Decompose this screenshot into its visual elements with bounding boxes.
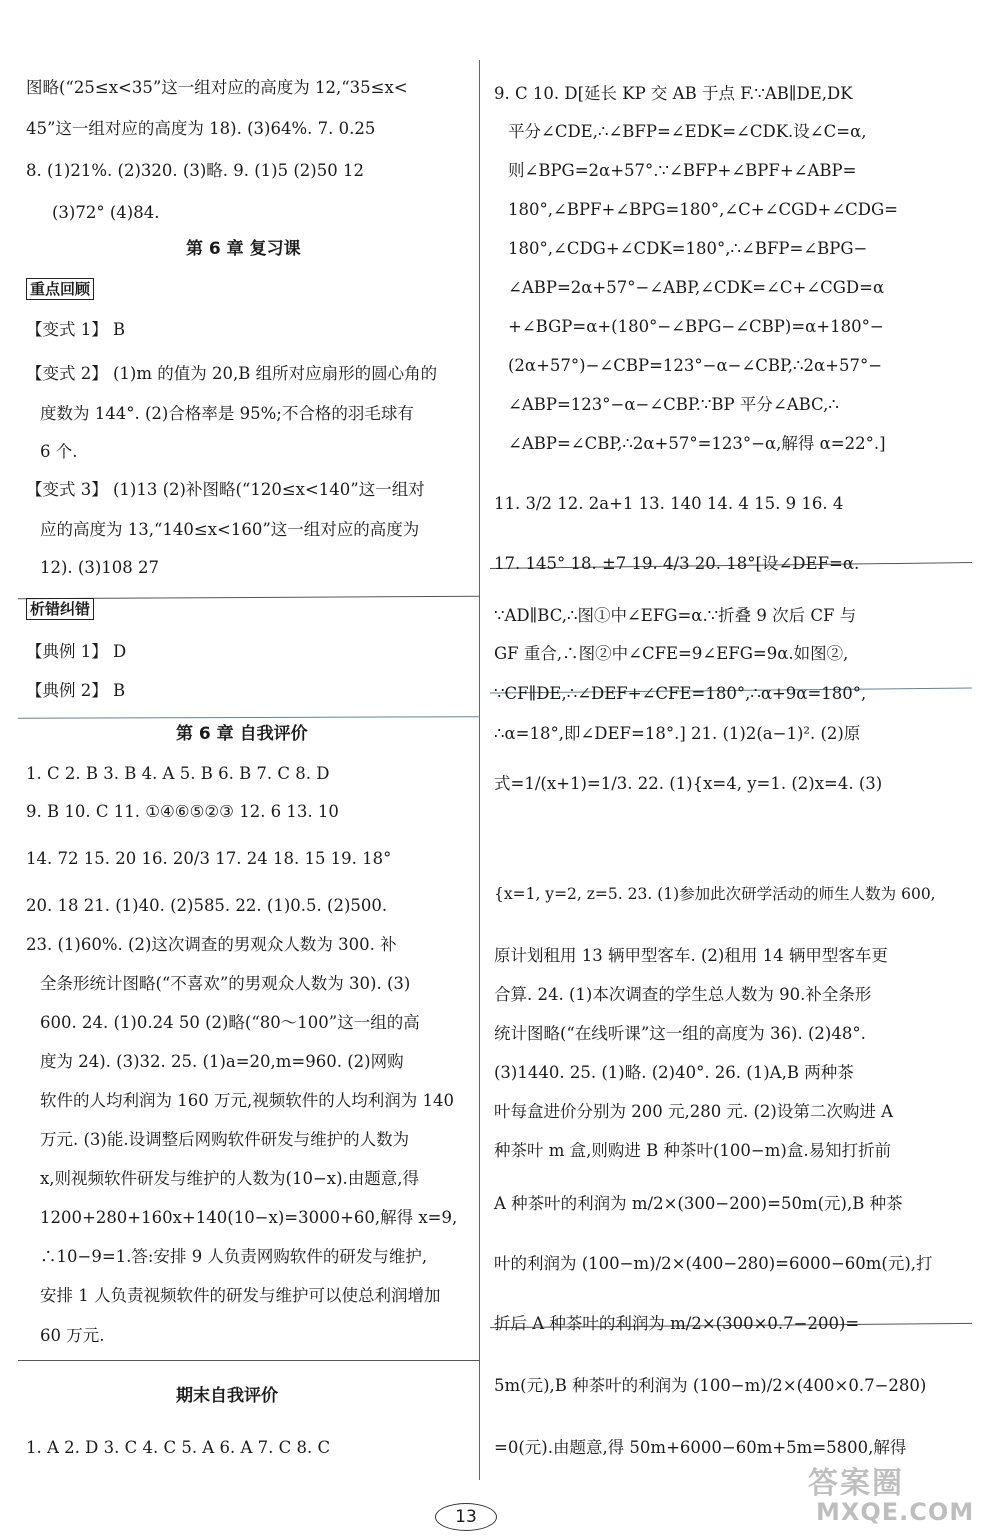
answer-line: 软件的人均利润为 160 万元,视频软件的人均利润为 140 <box>40 1091 454 1110</box>
answer-line: 20. 18 21. (1)40. (2)585. 22. (1)0.5. (2)500. <box>26 896 388 915</box>
column-divider <box>479 60 480 1480</box>
answer-line: 全条形统计图略(“不喜欢”的男观众人数为 30). (3) <box>40 974 411 993</box>
answer-line: (3)72° (4)84. <box>52 203 160 222</box>
answer-line: 式=1/(x+1)=1/3. 22. (1){x=4, y=1. (2)x=4. (3) <box>494 774 883 793</box>
section-title-ch6-review: 第 6 章 复习课 <box>186 239 301 259</box>
answer-line: 应的高度为 13,“140≤x<160”这一组对应的高度为 <box>40 520 420 539</box>
watermark-text: 答案圈 <box>808 1466 904 1501</box>
answer-line: 45”这一组对应的高度为 18). (3)64%. 7. 0.25 <box>26 119 376 138</box>
answer-line: {x=1, y=2, z=5. 23. (1)参加此次研学活动的师生人数为 600, <box>494 885 936 903</box>
page-number: 13 <box>435 1503 497 1531</box>
answer-line: 度数为 144°. (2)合格率是 95%;不合格的羽毛球有 <box>40 404 414 423</box>
answer-line: 度为 24). (3)32. 25. (1)a=20,m=960. (2)网购 <box>40 1052 404 1071</box>
answer-line: 600. 24. (1)0.24 50 (2)略(“80～100”这一组的高 <box>40 1013 420 1032</box>
answer-line: 统计图略(“在线听课”这一组的高度为 36). (2)48°. <box>494 1024 866 1043</box>
answer-line: ∵CF∥DE,∴∠DEF+∠CFE=180°,∴α+9α=180°, <box>494 684 867 703</box>
answer-line: 9. C 10. D[延长 KP 交 AB 于点 F.∵AB∥DE,DK <box>494 84 853 103</box>
answer-line: 叶每盒进价分别为 200 元,280 元. (2)设第二次购进 A <box>494 1102 893 1121</box>
answer-line: 9. B 10. C 11. ①④⑥⑤②③ 12. 6 13. 10 <box>26 802 339 821</box>
section-title-ch6-self: 第 6 章 自我评价 <box>176 724 308 744</box>
answer-line: 折后 A 种茶叶的利润为 m/2×(300×0.7−200)= <box>494 1314 860 1333</box>
answer-line: x,则视频软件研发与维护的人数为(10−x).由题意,得 <box>40 1169 420 1188</box>
divider-line <box>18 716 480 719</box>
answer-line: (3)1440. 25. (1)略. (2)40°. 26. (1)A,B 两种茶 <box>494 1063 854 1082</box>
error-correction-label: 析错纠错 <box>26 598 94 620</box>
answer-line: 8. (1)21%. (2)320. (3)略. 9. (1)5 (2)50 12 <box>26 161 364 180</box>
watermark-logo <box>808 1458 978 1532</box>
answer-line: ∠ABP=2α+57°−∠ABP,∠CDK=∠C+∠CGD=α <box>508 278 885 297</box>
answer-line: 安排 1 人负责视频软件的研发与维护可以使总利润增加 <box>40 1286 441 1305</box>
answer-line: 1. C 2. B 3. B 4. A 5. B 6. B 7. C 8. D <box>26 764 330 783</box>
answer-line: 则∠BPG=2α+57°.∵∠BFP+∠BPF+∠ABP= <box>508 161 857 180</box>
answer-line: 12). (3)108 27 <box>40 558 160 577</box>
answer-line: 【变式 1】 B <box>26 320 126 339</box>
answer-line: 60 万元. <box>40 1326 105 1345</box>
answer-line: ∠ABP=∠CBP,∴2α+57°=123°−α,解得 α=22°.] <box>508 434 886 453</box>
section-title-final: 期末自我评价 <box>176 1386 278 1406</box>
answer-line: 14. 72 15. 20 16. 20/3 17. 24 18. 15 19. 18° <box>26 849 392 868</box>
answer-line: 合算. 24. (1)本次调查的学生总人数为 90.补全条形 <box>494 985 872 1004</box>
answer-line: =0(元).由题意,得 50m+6000−60m+5m=5800,解得 <box>494 1438 907 1457</box>
answer-line: ∵AD∥BC,∴图①中∠EFG=α.∵折叠 9 次后 CF 与 <box>494 606 857 625</box>
answer-line: 5m(元),B 种茶叶的利润为 (100−m)/2×(400×0.7−280) <box>494 1376 927 1395</box>
answer-line: 23. (1)60%. (2)这次调查的男观众人数为 300. 补 <box>26 935 397 954</box>
answer-line: 原计划租用 13 辆甲型客车. (2)租用 14 辆甲型客车更 <box>494 946 888 965</box>
answer-line: 180°,∠CDG+∠CDK=180°,∴∠BFP=∠BPG− <box>508 239 868 258</box>
answer-line: 180°,∠BPF+∠BPG=180°,∠C+∠CGD+∠CDG= <box>508 200 899 219</box>
answer-line: 17. 145° 18. ±7 19. 4/3 20. 18°[设∠DEF=α. <box>494 554 860 573</box>
answer-line: ∴α=18°,即∠DEF=18°.] 21. (1)2(a−1)². (2)原 <box>494 724 861 743</box>
answer-line: A 种茶叶的利润为 m/2×(300−200)=50m(元),B 种茶 <box>494 1194 903 1213</box>
answer-line: 11. 3/2 12. 2a+1 13. 140 14. 4 15. 9 16. 4 <box>494 494 844 513</box>
answer-line: +∠BGP=α+(180°−∠BPG−∠CBP)=α+180°− <box>508 317 884 336</box>
answer-line: 【典例 2】 B <box>26 681 126 700</box>
answer-line: ∠ABP=123°−α−∠CBP.∵BP 平分∠ABC,∴ <box>508 395 839 414</box>
watermark-url: MXQE.COM <box>816 1498 975 1526</box>
answer-line: 叶的利润为 (100−m)/2×(400−280)=6000−60m(元),打 <box>494 1254 933 1273</box>
answer-line: 平分∠CDE,∴∠BFP=∠EDK=∠CDK.设∠C=α, <box>508 122 867 141</box>
answer-line: 6 个. <box>40 442 78 461</box>
answer-line: 1. A 2. D 3. C 4. C 5. A 6. A 7. C 8. C <box>26 1438 331 1457</box>
key-review-label: 重点回顾 <box>26 278 94 300</box>
answer-line: 【变式 3】 (1)13 (2)补图略(“120≤x<140”这一组对 <box>26 480 425 499</box>
divider-line <box>18 1360 480 1361</box>
answer-line: 图略(“25≤x<35”这一组对应的高度为 12,“35≤x< <box>26 78 408 97</box>
answer-line: GF 重合,∴图②中∠CFE=9∠EFG=9α.如图②, <box>494 644 849 663</box>
answer-line: 种茶叶 m 盒,则购进 B 种茶叶(100−m)盒.易知打折前 <box>494 1141 892 1160</box>
answer-line: ∴10−9=1.答:安排 9 人负责网购软件的研发与维护, <box>40 1247 428 1266</box>
answer-line: (2α+57°)−∠CBP=123°−α−∠CBP,∴2α+57°− <box>508 356 883 375</box>
answer-line: 万元. (3)能.设调整后网购软件研发与维护的人数为 <box>40 1130 410 1149</box>
answer-line: 1200+280+160x+140(10−x)=3000+60,解得 x=9, <box>40 1208 458 1227</box>
answer-line: 【变式 2】 (1)m 的值为 20,B 组所对应扇形的圆心角的 <box>26 364 438 383</box>
answer-line: 【典例 1】 D <box>26 642 127 661</box>
